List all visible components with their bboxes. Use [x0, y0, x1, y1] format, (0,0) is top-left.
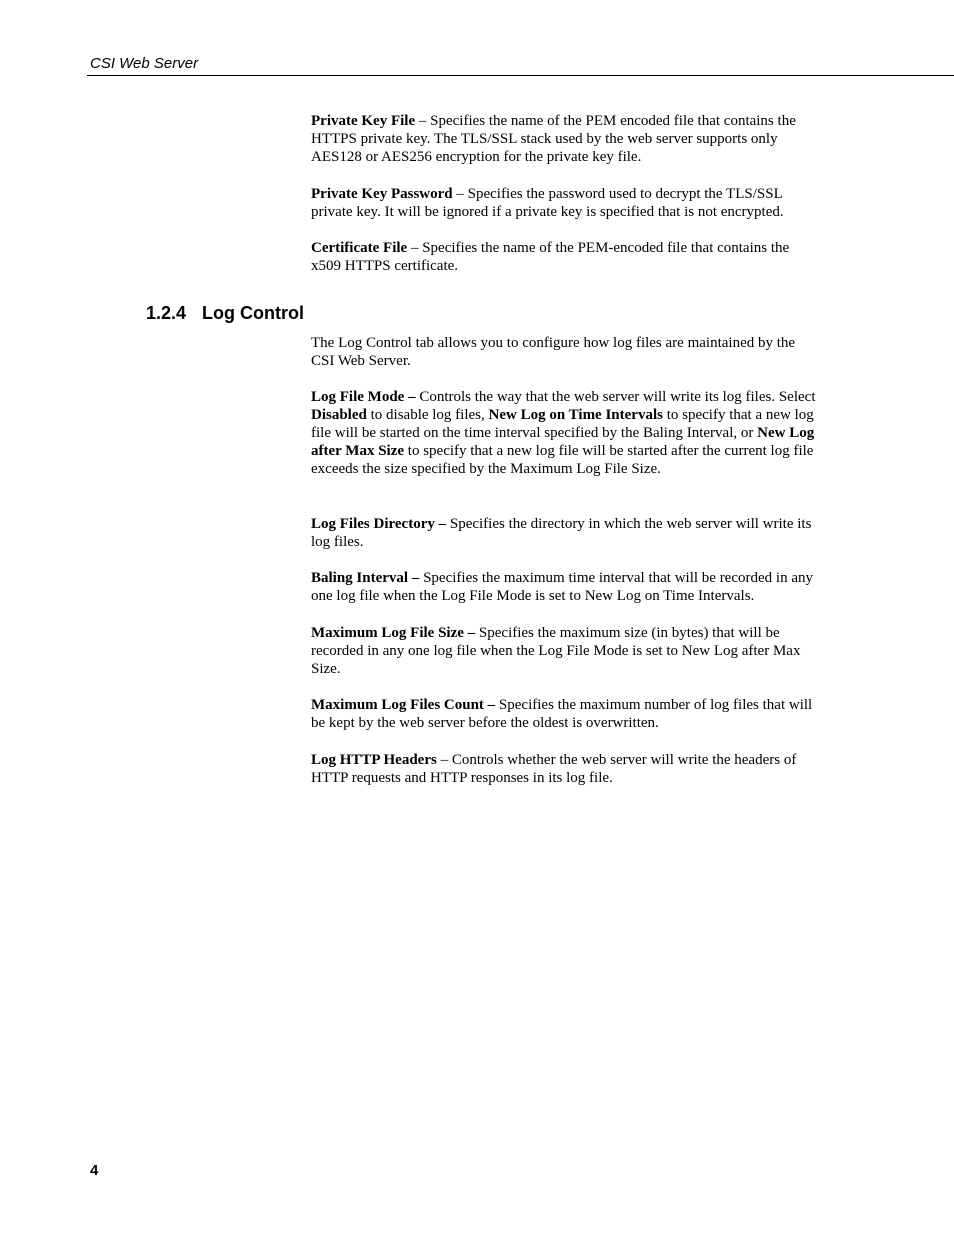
certificate-file-term: Certificate File	[311, 240, 408, 256]
log-files-directory-paragraph	[311, 515, 816, 551]
log-file-mode-text-1: Controls the way that the web server will write its log files. Select	[415, 389, 816, 405]
log-files-directory-term: Log Files Directory –	[311, 516, 447, 532]
log-http-headers-paragraph	[311, 751, 816, 787]
private-key-password-paragraph	[311, 185, 816, 221]
option-new-log-after-max-size: New Log after Max Size	[311, 425, 815, 459]
baling-interval-description: Specifies the maximum time interval that will be recorded in any one log file when the Log File Mode is set to New Log on Time Intervals.	[311, 570, 813, 604]
max-log-files-count-paragraph	[311, 696, 816, 732]
baling-interval-term: Baling Interval –	[311, 570, 420, 586]
private-key-file-term: Private Key File	[311, 113, 416, 129]
log-files-directory-description: Specifies the directory in which the web server will write its log files.	[311, 516, 812, 550]
log-file-mode-term: Log File Mode –	[311, 389, 416, 405]
header-rule	[87, 75, 954, 76]
section-intro: The Log Control tab allows you to configure how log files are maintained by the CSI Web Server.	[311, 335, 796, 369]
baling-interval-paragraph	[311, 569, 816, 605]
option-new-log-on-time-intervals: New Log on Time Intervals	[488, 407, 663, 423]
page-number: 4	[90, 1162, 99, 1179]
log-file-mode-text-3: to specify that a new log file will be started on the time interval specified by the Baling Interval, or	[311, 407, 814, 441]
max-log-files-count-description: Specifies the maximum number of log files that will be kept by the web server before the oldest is overwritten.	[311, 697, 813, 731]
log-http-headers-description: – Controls whether the web server will write the headers of HTTP requests and HTTP responses in its log file.	[311, 752, 797, 786]
max-log-files-count-term: Maximum Log Files Count –	[311, 697, 496, 713]
max-log-file-size-description: Specifies the maximum size (in bytes) that will be recorded in any one log file when the Log File Mode is set to New Log after Max Size.	[311, 625, 801, 677]
max-log-file-size-paragraph	[311, 624, 816, 678]
section-number: 1.2.4	[146, 303, 187, 323]
private-key-password-description: – Specifies the password used to decrypt the TLS/SSL private key. It will be ignored if a private key is specified that is not encrypted.	[311, 186, 784, 220]
section-heading	[146, 303, 304, 324]
log-http-headers-term: Log HTTP Headers	[311, 752, 437, 768]
certificate-file-description: – Specifies the name of the PEM-encoded file that contains the x509 HTTPS certificate.	[311, 240, 790, 274]
log-file-mode-paragraph	[311, 388, 816, 478]
certificate-file-paragraph	[311, 239, 816, 275]
option-disabled: Disabled	[311, 407, 367, 423]
section-title: Log Control	[202, 303, 304, 323]
log-file-mode-text-4: to specify that a new log file will be started after the current log file exceeds the size specified by the Maximum Log File Size.	[311, 443, 814, 477]
log-file-mode-text-2: to disable log files,	[366, 407, 489, 423]
max-log-file-size-term: Maximum Log File Size –	[311, 625, 476, 641]
private-key-file-paragraph	[311, 112, 816, 166]
private-key-file-description: – Specifies the name of the PEM encoded file that contains the HTTPS private key. The TLS/SSL stack used by the web server supports only AES128 or AES256 encryption for the private key file.	[311, 113, 796, 165]
private-key-password-term: Private Key Password	[311, 186, 453, 202]
running-header-title: CSI Web Server	[90, 55, 199, 72]
